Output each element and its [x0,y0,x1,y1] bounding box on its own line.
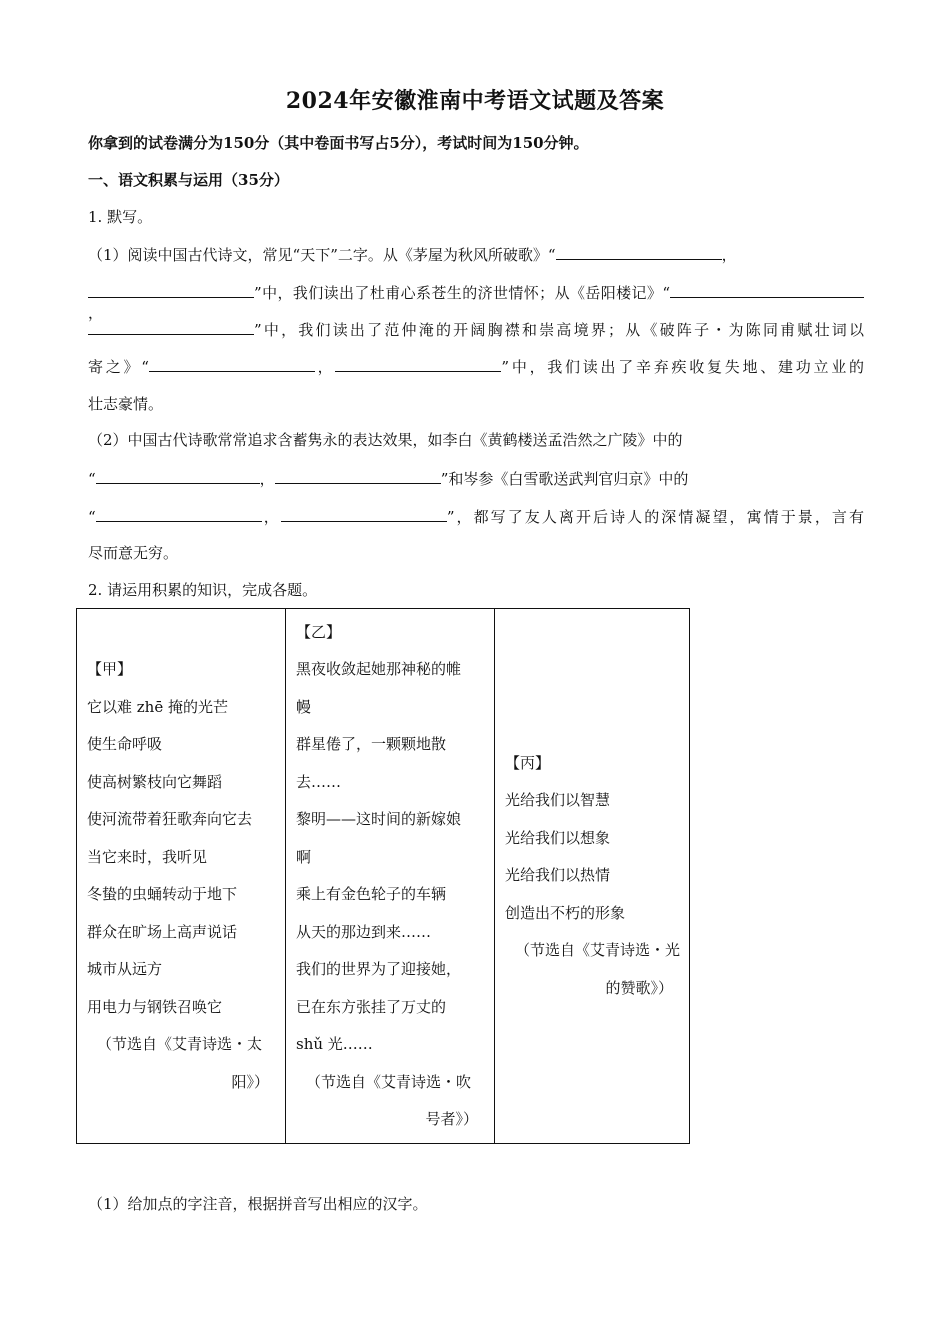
answer-blank[interactable] [335,356,501,372]
poem-jia-cell [77,609,285,1143]
q2-subquestion-1: （1）给加点的字注音，根据拼音写出相应的汉字。 [88,1195,428,1213]
poem-source: （节选自《艾青诗选・太 [97,1035,263,1053]
q1-part1-line3: ”中，我们读出了范仲淹的开阔胸襟和崇高境界；从《破阵子・为陈同甫赋壮词以 [88,319,864,340]
poem-line: 它以难 zhē 掩的光芒 [87,697,228,716]
poem-line: 当它来时，我听见 [87,847,208,866]
poem-line: shǔ 光…… [296,1035,373,1053]
q1-part1-line4: 寄之》“ ， ”中，我们读出了辛弃疾收复失地、建功立业的 [88,358,864,376]
poem-line: 冬蛰的虫蛹转动于地下 [87,885,238,903]
answer-blank[interactable] [670,282,864,298]
poem-source: 的赞歌》） [605,978,673,997]
question-2-heading: 2. 请运用积累的知识，完成各题。 [88,581,318,599]
poem-table [76,608,690,1144]
poem-source: 号者》） [425,1110,478,1128]
poem-line: 光给我们以想象 [505,828,611,847]
poem-yi-cell [285,609,494,1143]
poem-label: 【乙】 [296,622,342,641]
poem-line: 创造出不朽的形象 [505,903,626,922]
poem-line: 乘上有金色轮子的车辆 [296,885,447,903]
poem-label: 【甲】 [87,660,133,678]
q1-part2-line1: （2）中国古代诗歌常常追求含蓄隽永的表达效果，如李白《黄鹤楼送孟浩然之广陵》中的 [88,431,683,449]
section-heading: 一、语文积累与运用（35分） [88,171,289,189]
q1-part1-line2: ”中，我们读出了杜甫心系苍生的济世情怀；从《岳阳楼记》“， [88,282,864,323]
answer-blank[interactable] [281,506,447,522]
poem-bing-cell [494,609,689,1143]
poem-label: 【丙】 [505,753,551,772]
poem-source: 阳》） [231,1072,269,1091]
poem-line: 使高树繁枝向它舞蹈 [87,772,223,791]
poem-line: 光给我们以热情 [505,866,611,885]
poem-line: 群星倦了，一颗颗地散 [296,735,447,753]
q1-part2-line3: “ ， ”，都写了友人离开后诗人的深情凝望，寓情于景，言有 [88,508,864,526]
answer-blank[interactable] [88,319,254,335]
poem-line: 黑夜收敛起她那神秘的帷 [296,660,462,678]
poem-line: 去…… [296,772,342,791]
q1-part1-line1: （1）阅读中国古代诗文，常见“天下”二字。从《茅屋为秋风所破歌》“ ， [88,246,737,264]
poem-line: 光给我们以智慧 [505,791,611,810]
poem-line: 城市从远方 [87,960,163,978]
poem-source: （节选自《艾青诗选・吹 [306,1072,472,1091]
exam-intro: 你拿到的试卷满分为150分（其中卷面书写占5分），考试时间为150分钟。 [88,134,589,152]
poem-line: 幔 [296,697,312,716]
q1-part2-line4: 尽而意无穷。 [88,544,179,562]
q1-part2-line2: “ ， ”和岑参《白雪歌送武判官归京》中的 [88,470,689,488]
q1-part1-line5: 壮志豪情。 [88,395,164,413]
poem-line: 啊 [296,847,312,866]
answer-blank[interactable] [556,244,722,260]
answer-blank[interactable] [275,468,441,484]
answer-blank[interactable] [96,506,262,522]
poem-line: 我们的世界为了迎接她， [296,960,462,978]
question-1-heading: 1. 默写。 [88,208,153,226]
poem-line: 使河流带着狂歌奔向它去 [87,810,253,828]
answer-blank[interactable] [96,468,260,484]
poem-line: 群众在旷场上高声说话 [87,922,238,941]
poem-line: 用电力与钢铁召唤它 [87,997,223,1016]
poem-line: 已在东方张挂了万丈的 [296,997,447,1016]
answer-blank[interactable] [149,356,315,372]
poem-line: 使生命呼吸 [87,735,163,753]
poem-line: 黎明——这时间的新嫁娘 [296,810,462,828]
poem-source: （节选自《艾青诗选・光 [515,941,681,960]
answer-blank[interactable] [88,282,254,298]
poem-line: 从天的那边到来…… [296,922,432,941]
page-title: 2024年安徽淮南中考语文试题及答案 [285,88,665,114]
